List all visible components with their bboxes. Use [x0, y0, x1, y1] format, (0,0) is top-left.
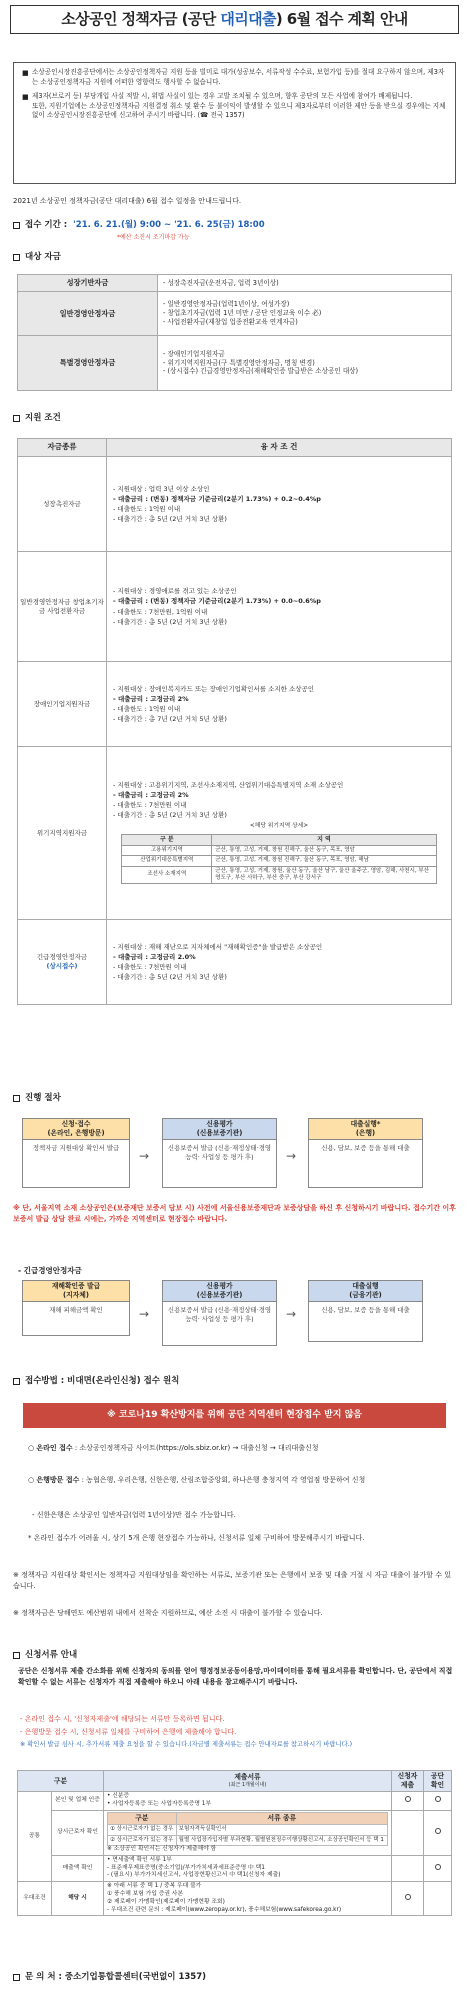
fund-list: [158, 336, 452, 391]
column-header: 자금종류: [18, 439, 107, 457]
condition-line: - 지원대상 : 경영애로를 겪고 있는 소상공인: [113, 587, 237, 596]
column-header: 구분: [18, 1771, 104, 1792]
square-bullet-icon: ■: [22, 69, 29, 77]
method-section-title: [13, 1376, 179, 1387]
title-pre: 소상공인 정책자금 (공단: [61, 10, 221, 28]
fund-conditions: [107, 747, 452, 920]
fund-item: - 성장촉진자금(운전자금, 업력 3년이상): [163, 278, 279, 287]
arrow-right-icon: →: [139, 1307, 150, 1321]
circle-bullet-icon: ○: [28, 1476, 37, 1484]
target-section-title: [13, 252, 61, 263]
support-label: 지원 조건: [25, 413, 61, 423]
step-title: 신용평가: [206, 1120, 233, 1128]
fund-name: 장애인기업지원자금: [18, 662, 107, 747]
table-row: [18, 747, 452, 920]
square-bullet-icon: [13, 1652, 20, 1659]
square-bullet-icon: [13, 222, 20, 229]
circle-mark-icon: [405, 1796, 411, 1802]
column-header: 지 역: [212, 835, 436, 846]
process-flow: [22, 1118, 447, 1193]
condition-line: - 대출기간 : 총 5년 (2년 거치 3년 상환): [113, 515, 227, 524]
target-label: 대상 자금: [25, 252, 61, 262]
step-title: 대출실행*: [350, 1120, 381, 1128]
fund-category: 성장기반자금: [18, 275, 158, 292]
condition-line: - 지원대상 : 업력 3년 이상 소상인: [113, 484, 210, 493]
page-title: [10, 5, 459, 34]
fund-item: - 사업전환자금(재창업 업종전환교육 연계자금): [163, 317, 298, 326]
column-header: 서류 종류: [176, 1812, 387, 1824]
bank-text: : 농협은행, 우리은행, 신한은행, 산림조합중앙회, 하나은행 충청지역 각 영업점 방문하여 신청: [81, 1476, 366, 1484]
header-main: 제출서류: [234, 1773, 261, 1782]
fund-item: - 창업초기자금(업력 1년 미만 / 공단 인정교육 이수 必): [163, 309, 322, 318]
agency-mark: [424, 1792, 452, 1811]
doc-item: - 우대조건 관련 문의 : 제로페이(www.zeropay.or.kr), 풍수해보험(www.safekorea.go.kr): [107, 1906, 342, 1913]
square-bullet-icon: [13, 1378, 20, 1385]
arrow-right-icon: →: [286, 1307, 297, 1321]
table-row: [108, 1825, 388, 1835]
column-header: [104, 1771, 392, 1792]
table-row: [122, 856, 436, 866]
step-desc: 신용보증서 발급 (신용·재정상태·경영능력· 사업성 등 평가 후): [167, 1306, 272, 1323]
step-desc: 정책자금 지원대상 확인서 발급: [32, 1144, 120, 1153]
docs-warning: - 온라인 접수 시, '신청자제출'에 해당되는 서류만 등록하면 됩니다.: [20, 1715, 225, 1723]
flow-step-head: [309, 1119, 422, 1140]
circle-mark-icon: [435, 1864, 441, 1870]
column-header: 구 분: [122, 835, 212, 846]
period-section: 접수 기간 : '21. 6. 21.(월) 9:00 ~ '21. 6. 25(금) 18:00: [13, 220, 265, 231]
row-group: 공통: [18, 1792, 52, 1882]
step-title: 신청·접수: [61, 1120, 91, 1128]
fund-name: 성장촉진자금: [18, 457, 107, 552]
docs-note: ※ 확인서 발급 심사 시, 추가서류 제출 요청을 할 수 있습니다.(자금별 제출서류는 접수 안내자료를 참고하시기 바랍니다.): [20, 1741, 353, 1748]
step-subtitle: (금융기관): [349, 1291, 382, 1300]
intro-text: 2021년 소상공인 정책자금(공단 대리대출) 6월 접수 일정을 안내드립니다.: [13, 197, 242, 205]
fund-conditions: [107, 662, 452, 747]
agency-mark: [424, 1855, 452, 1881]
cell: 월별 사업장가입자별 부과현황, 월별원천징수이행상황신고서, 소상공인확인서 등 택 1: [176, 1835, 387, 1845]
applicant-mark: [392, 1882, 424, 1916]
condition-line: - 지원대상 : 재해 재난으로 지자체에서 "재해확인증"을 발급받은 소상공인: [113, 942, 323, 951]
column-header: 융 자 조 건: [107, 439, 452, 457]
table-header-row: [108, 1812, 388, 1824]
bank-label: 은행방문 접수: [36, 1476, 80, 1484]
step-subtitle: (온라인, 은행방문): [47, 1129, 105, 1138]
bank-method: [28, 1475, 456, 1486]
docs-label: 신청서류 안내: [25, 1650, 78, 1660]
region-table-caption: <해당 위기지역 상세>: [249, 823, 309, 830]
fund-category: 일반경영안정자금: [18, 292, 158, 336]
fund-item: - 장애인기업지원자금: [163, 349, 225, 358]
agency-mark: [424, 1810, 452, 1855]
step-desc: 신용, 담보, 보증 등을 통해 대출: [321, 1144, 410, 1153]
arrow-right-icon: →: [139, 1149, 150, 1163]
period-label: 접수 기간: [25, 220, 61, 230]
condition-line: - 대출금리 : 고정금리 2%: [113, 694, 189, 703]
row-label: 상시근로자 확인: [52, 1810, 104, 1855]
fund-category: 특별경영안정자금: [18, 336, 158, 391]
title-highlight: 대리대출: [220, 10, 276, 28]
table-row: [122, 846, 436, 856]
doc-item: - 표준재무제표증명(중소기업)/부가가치세과세표준증명 中 택1: [107, 1864, 265, 1871]
flow-step-loan: [308, 1118, 423, 1188]
period-note: *예산 소진시 조기마감 가능: [117, 234, 190, 241]
notice-text-b: 또한, 지원기업에는 소상공인정책자금 지원결정 취소 및 환수 등 불이익이 발생할 수 있으니 제3자로부터 이러한 제안 등을 받으실 경우에는 지체 없이 소상공인시장진흥공단에 신고하여 주시기 바랍니다. (☎ 전국 1357): [32, 101, 446, 120]
contact-section: [13, 1972, 206, 1983]
flow-step-head: [309, 1281, 422, 1302]
contact-label: 문 의 처 : 중소기업통합콜센터(국번없이 1357): [25, 1972, 206, 1982]
table-row: [18, 1855, 452, 1881]
doc-item: • 면세출액 확인 서류 1부: [107, 1856, 172, 1863]
step-desc: 신용보증서 발급 (신용·재정상태·경영능력· 사업성 등 평가 후): [167, 1144, 272, 1161]
doc-item: • 신분증: [107, 1793, 130, 1800]
fund-name-main: 긴급경영안정자금: [36, 953, 88, 962]
condition-line: - 대출한도 : 7천만원 이내: [113, 963, 187, 971]
table-row: [18, 457, 452, 552]
process-section-title: [13, 1093, 61, 1104]
step-desc: 신용, 담보, 보증 등을 통해 대출: [321, 1306, 410, 1315]
doc-item: ① 풍수해 보험 가입 증권 사본: [107, 1891, 184, 1898]
region-list: 군산, 통영, 고성, 거제, 창원 진해구, 울산 동구, 목포, 영암: [212, 846, 436, 856]
condition-line: - 지원대상 : 장애인복지카드 또는 장애인기업확인서를 소지한 소상공인: [113, 684, 315, 693]
flow-step-head: [23, 1119, 129, 1140]
region-list: 군산, 통영, 고성, 거제, 창원, 울산 동구, 울산 남구, 울산 울주군, 영암, 김해, 사천시, 부산 영도구, 부산 사하구, 부산 중구, 부산 강서구: [212, 866, 436, 883]
condition-line: - 지원대상 : 고용위기지역, 조선사소재지역, 산업위기대응특별지역 소재 소상공인: [113, 781, 344, 790]
table-row: [18, 1882, 452, 1916]
condition-line: - 대출한도 : 1억원 이내: [113, 705, 181, 713]
arrow-right-icon: →: [286, 1149, 297, 1163]
circle-bullet-icon: ○: [28, 1444, 37, 1452]
row-label: 매출액 확인: [52, 1855, 104, 1881]
online-text: : 소상공인정책자금 사이트(https://ols.sbiz.or.kr) → 대출신청 → 대리대출신청: [74, 1444, 319, 1452]
step-desc: 재해 피해금액 확인: [49, 1306, 103, 1315]
row-content: [104, 1882, 392, 1916]
square-bullet-icon: [13, 415, 20, 422]
method-note: ※ 정책자금 지원대상 확인서는 정책자금 지원대상임을 확인하는 서류로, 보증기관 또는 은행에서 보증 및 대출 거절 시 자금 대출이 불가할 수 있습니다.: [13, 1571, 452, 1591]
support-conditions-table: [17, 438, 452, 1005]
docs-table: [17, 1770, 452, 1916]
condition-line: - 대출한도 : 7천만원, 1억원 이내: [113, 607, 208, 616]
step-title: 신용평가: [206, 1282, 233, 1290]
table-header-row: [18, 439, 452, 457]
fund-conditions: [107, 920, 452, 1005]
fund-list: [158, 275, 452, 292]
circle-mark-icon: [435, 1796, 441, 1802]
applicant-mark: [392, 1792, 424, 1811]
square-bullet-icon: [13, 254, 20, 261]
table-row: [18, 920, 452, 1005]
region-type: 고용위기지역: [122, 846, 212, 856]
method-note: - 신한은행은 소상공인 일반자금(업력 1년이상)만 접수 가능합니다.: [32, 1511, 236, 1519]
condition-line: - 대출기간 : 총 5년 (2년 거치 3년 상환): [113, 811, 227, 820]
table-row: [18, 275, 452, 292]
title-post: ) 6월 접수 계획 안내: [275, 10, 408, 28]
row-content: [104, 1810, 392, 1855]
region-type: 조선사 소재지역: [122, 866, 212, 883]
flow-step-credit: [162, 1118, 277, 1188]
region-list: 군산, 통영, 고성, 거제, 창원 진해구, 울산 동구, 목포, 영암, 해남: [212, 856, 436, 866]
crisis-region-table: [121, 834, 436, 883]
doc-item: ② 제로페이 가맹확인(제로페이 가맹현황 조회): [107, 1898, 225, 1905]
fund-name-note: (상시접수): [46, 962, 78, 970]
online-method: [28, 1443, 456, 1454]
fund-name: 일반경영안정자금 창업초기자금 사업전환자금: [18, 552, 107, 662]
table-header-row: [18, 1771, 452, 1792]
step-subtitle: (은행): [355, 1129, 376, 1138]
fund-list: [158, 292, 452, 336]
process-label: 진행 절차: [25, 1093, 61, 1103]
condition-line: - 대출금리 : 고정금리 2.0%: [113, 952, 196, 961]
applicant-mark: [392, 1855, 424, 1881]
condition-line: - 대출금리 : (변동) 정책자금 기준금리(2분기 1.73%) + 0.2~0.4%p: [113, 494, 321, 503]
row-label: 본인 및 업체 인증: [52, 1792, 104, 1811]
flow-step-disaster: [22, 1280, 130, 1336]
column-header: 신청자 제출: [392, 1771, 424, 1792]
flow-step-apply: [22, 1118, 130, 1188]
emergency-label: - 긴급경영안정자금: [18, 1266, 82, 1275]
notice-text-a: 제3자(브로커 등) 부당개입 사실 적발 시, 위법 사실이 있는 경우 고발 조치될 수 있으며, 향후 공단의 모든 사업에 참여가 배제됩니다.: [32, 92, 413, 101]
doc-note: ※ 소상공인 확인서는 신청자가 제출해야 함: [107, 1845, 217, 1852]
condition-line: - 대출금리 : 고정금리 2%: [113, 791, 189, 800]
square-bullet-icon: ■: [22, 93, 29, 102]
notice-text: [32, 92, 449, 121]
condition-line: - 대출기간 : 총 7년 (2년 거치 5년 상환): [113, 715, 227, 724]
table-row: [18, 552, 452, 662]
cell: 보험자격득실확인서: [176, 1825, 387, 1835]
row-label: 해당 시: [52, 1882, 104, 1916]
insurance-table: [107, 1812, 388, 1846]
fraud-notice-box: [13, 62, 456, 184]
row-content: [104, 1855, 392, 1881]
docs-warning: - 은행방문 접수 시, 신청서류 일체를 구비하여 은행에 제출해야 합니다.: [20, 1728, 237, 1736]
docs-desc: 공단은 신청서류 제출 간소화를 위해 신청자의 동의를 얻어 행정정보공동이용망,마이데이터를 통해 필요서류를 확인합니다. 단, 공단에서 직접 확인할 수 없는 서류는 신청자가 직접 제출해야 하오니 아래 내용을 참고해주시기 바랍니다.: [18, 1667, 453, 1687]
table-row: [18, 1792, 452, 1811]
period-value: '21. 6. 21.(월) 9:00 ~ '21. 6. 25(금) 18:00: [73, 220, 265, 230]
condition-line: - 대출금리 : (변동) 정책자금 기준금리(2분기 1.73%) + 0.0~0.6%p: [113, 597, 321, 606]
row-content: [104, 1792, 392, 1811]
step-subtitle: (지자체): [63, 1291, 89, 1300]
fund-item: - (상시접수) 긴급경영안정자금(재해확인증 발급받은 소상공인 대상): [163, 367, 359, 376]
flow-step-credit: [162, 1280, 277, 1346]
doc-item: ※ 아래 서류 중 택 1 / 중복 우대 불가: [107, 1883, 202, 1890]
table-row: [108, 1835, 388, 1845]
emergency-flow: [22, 1280, 447, 1350]
applicant-mark: [392, 1810, 424, 1855]
online-label: 온라인 접수: [36, 1444, 73, 1452]
target-funds-table: [17, 274, 452, 391]
covid-banner: ※ 코로나19 확산방지를 위해 공단 지역센터 현장접수 받지 않음: [23, 1403, 446, 1428]
fund-name: 위기지역지원자금: [18, 747, 107, 920]
condition-line: - 대출한도 : 7천만원 이내: [113, 801, 187, 810]
fund-conditions: [107, 457, 452, 552]
step-title: 대출실행: [352, 1282, 379, 1290]
cell: ① 상시근로자가 없는 경우: [108, 1825, 177, 1835]
fund-conditions: [107, 552, 452, 662]
step-title: 재해확인증 발급: [51, 1282, 101, 1290]
table-header-row: [122, 835, 436, 846]
table-row: [18, 1810, 452, 1855]
step-subtitle: (신용보증기관): [196, 1291, 243, 1300]
circle-mark-icon: [405, 1894, 411, 1900]
method-note: ※ 정책자금은 당해연도 예산범위 내에서 선착순 지원하므로, 예산 소진 시 대출이 불가할 수 있습니다.: [13, 1609, 323, 1617]
table-row: [122, 866, 436, 883]
method-label: 접수방법 : 비대면(온라인신청) 접수 원칙: [25, 1376, 180, 1386]
flow-step-loan: [308, 1280, 423, 1342]
agency-mark: [424, 1882, 452, 1916]
flow-step-head: [163, 1281, 276, 1302]
docs-section-title: [13, 1650, 77, 1661]
notice-item: [22, 92, 449, 121]
notice-item: [22, 68, 449, 87]
flow-step-head: [23, 1281, 129, 1302]
fund-item: - 일반경영안정자금(업력1년이상, 여성가장): [163, 300, 290, 309]
header-sub: (최근 1개월이내): [228, 1782, 267, 1789]
condition-line: - 대출기간 : 총 5년 (2년 거치 3년 상환): [113, 973, 227, 982]
table-row: [18, 292, 452, 336]
doc-item: - (필요시) 부가가치세신고서, 사업장현황신고서 中 택1(신청자 제출): [107, 1872, 281, 1879]
region-type: 산업위기대응특별지역: [122, 856, 212, 866]
row-group: 우대조건: [18, 1882, 52, 1916]
condition-line: - 대출한도 : 1억원 이내: [113, 505, 181, 513]
fund-item: - 위기지역지원자금(구 특별경영안정자금, 명칭 변경): [163, 358, 315, 367]
doc-item: • 사업자등록증 또는 사업자등록증명 1부: [107, 1801, 212, 1808]
table-row: [18, 662, 452, 747]
support-section-title: [13, 413, 61, 424]
seoul-warning: ※ 단, 서울지역 소재 소상공인은(보증재단 보증서 담보 시) 사전에 서울신용보증재단과 보증상담을 하신 후 신청하시기 바랍니다. 접수기간 이후 보증서 발급 상담 완료 시에는, 가까운 지역센터로 현장접수 바랍니다.: [13, 1204, 456, 1223]
notice-text: 소상공인시장진흥공단에서는 소상공인정책자금 지원 등을 빌미로 대가(성공보수, 서류작성 수수료, 보험가입 등)를 절대 요구하지 않으며, 제3자는 소상공인정책자금 지원에 어떠한 영향력도 행사할 수 없습니다.: [32, 68, 445, 86]
step-subtitle: (신용보증기관): [196, 1129, 243, 1138]
method-note: * 온라인 접수가 어려울 시, 상기 5개 은행 현장접수 가능하나, 신청서류 일체 구비하여 방문해주시기 바랍니다.: [28, 1534, 365, 1542]
square-bullet-icon: [13, 1974, 20, 1981]
fund-name: [18, 920, 107, 1005]
square-bullet-icon: [13, 1095, 20, 1102]
circle-mark-icon: [435, 1828, 441, 1834]
condition-line: - 대출기간 : 총 5년 (2년 거치 3년 상환): [113, 617, 227, 626]
flow-step-head: [163, 1119, 276, 1140]
column-header: 공단 확인: [424, 1771, 452, 1792]
column-header: 구분: [108, 1812, 177, 1824]
cell: ② 상시근로자가 있는 경우: [108, 1835, 177, 1845]
table-row: [18, 336, 452, 391]
